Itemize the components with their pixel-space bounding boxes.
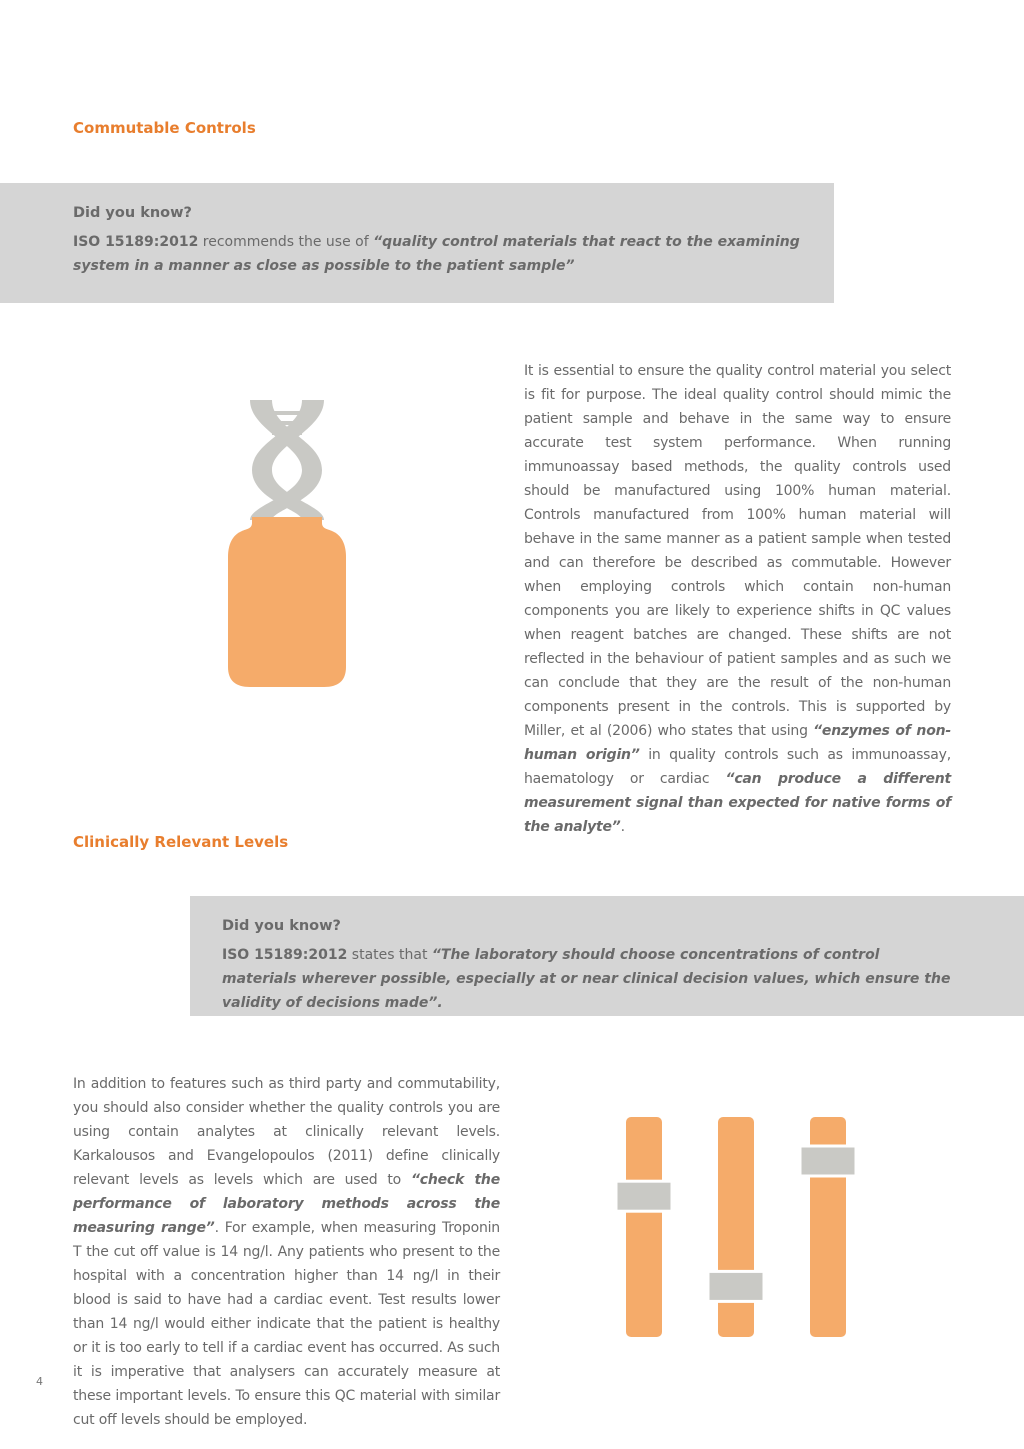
paragraph-quote: “check the performance of laboratory methods across the measuring range” <box>73 1172 500 1236</box>
slider-levels-icon <box>612 1115 872 1340</box>
callout-title: Did you know? <box>222 918 341 934</box>
paragraph-text: . For example, when measuring Troponin T the cut off value is 14 ng/l. Any patients who present to the hospital with a concentration higher than 14 ng/l in their blood is said to have had a cardiac event. Test results lower than 14 ng/l would either indicate that the patient is healthy or it is too early to tell if a cardiac event has occurred. As such it is imperative that analysers can accurately measure at these important levels. To ensure this QC material with similar cut off levels should be employed. <box>73 1220 500 1428</box>
callout-quote: “quality control materials that react to the examining system in a manner as close as possible to the patient sample” <box>73 234 800 274</box>
clinically-relevant-levels-paragraph <box>73 1072 500 1432</box>
callout-text: recommends the use of <box>198 234 374 250</box>
paragraph-quote: “can produce a different measurement signal than expected for native forms of the analyte” <box>524 771 951 835</box>
section-heading-clinically-relevant-levels: Clinically Relevant Levels <box>73 833 289 851</box>
did-you-know-callout-2 <box>190 896 1024 1016</box>
commutable-controls-paragraph <box>524 359 951 839</box>
callout-body <box>222 943 954 1015</box>
paragraph-text: . <box>620 819 625 835</box>
paragraph-text: in quality controls such as immunoassay, haematology or cardiac <box>524 747 951 787</box>
slider-knob <box>708 1271 764 1301</box>
callout-text: states that <box>347 947 432 963</box>
section-heading-commutable-controls: Commutable Controls <box>73 119 256 137</box>
dna-bottle-icon <box>222 395 352 695</box>
standard-name: ISO 15189:2012 <box>73 234 199 250</box>
callout-quote: “The laboratory should choose concentrations of control materials wherever possible, especially at or near clinical decision values, which ensure the validity of decisions made”. <box>222 947 951 1011</box>
did-you-know-callout-1 <box>0 183 834 303</box>
callout-body <box>73 230 806 278</box>
standard-name: ISO 15189:2012 <box>222 947 348 963</box>
paragraph-quote: “enzymes of non-human origin” <box>524 723 951 763</box>
slider-knob <box>800 1146 856 1176</box>
page-number: 4 <box>36 1375 43 1388</box>
slider-track <box>626 1117 662 1337</box>
slider-track <box>718 1117 754 1337</box>
paragraph-text: In addition to features such as third party and commutability, you should also consider whether the quality controls you are using contain analytes at clinically relevant levels. Karkalousos and Evangelopoulos (2011) define clinically relevant levels as levels which are used to <box>73 1076 500 1188</box>
slider-knob <box>616 1181 672 1211</box>
paragraph-text: It is essential to ensure the quality control material you select is fit for purpose. The ideal quality control should mimic the patient sample and behave in the same way to ensure accurate test system performance. When running immunoassay based methods, the quality controls used should be manufactured using 100% human material. Controls manufactured from 100% human material will behave in the same manner as a patient sample when tested and can therefore be described as commutable. However when employing controls which contain non-human components you are likely to experience shifts in QC values when reagent batches are changed. These shifts are not reflected in the behaviour of patient samples and as such we can conclude that they are the result of the non-human components present in the controls. This is supported by Miller, et al (2006) who states that using <box>524 363 951 739</box>
callout-title: Did you know? <box>73 205 192 221</box>
